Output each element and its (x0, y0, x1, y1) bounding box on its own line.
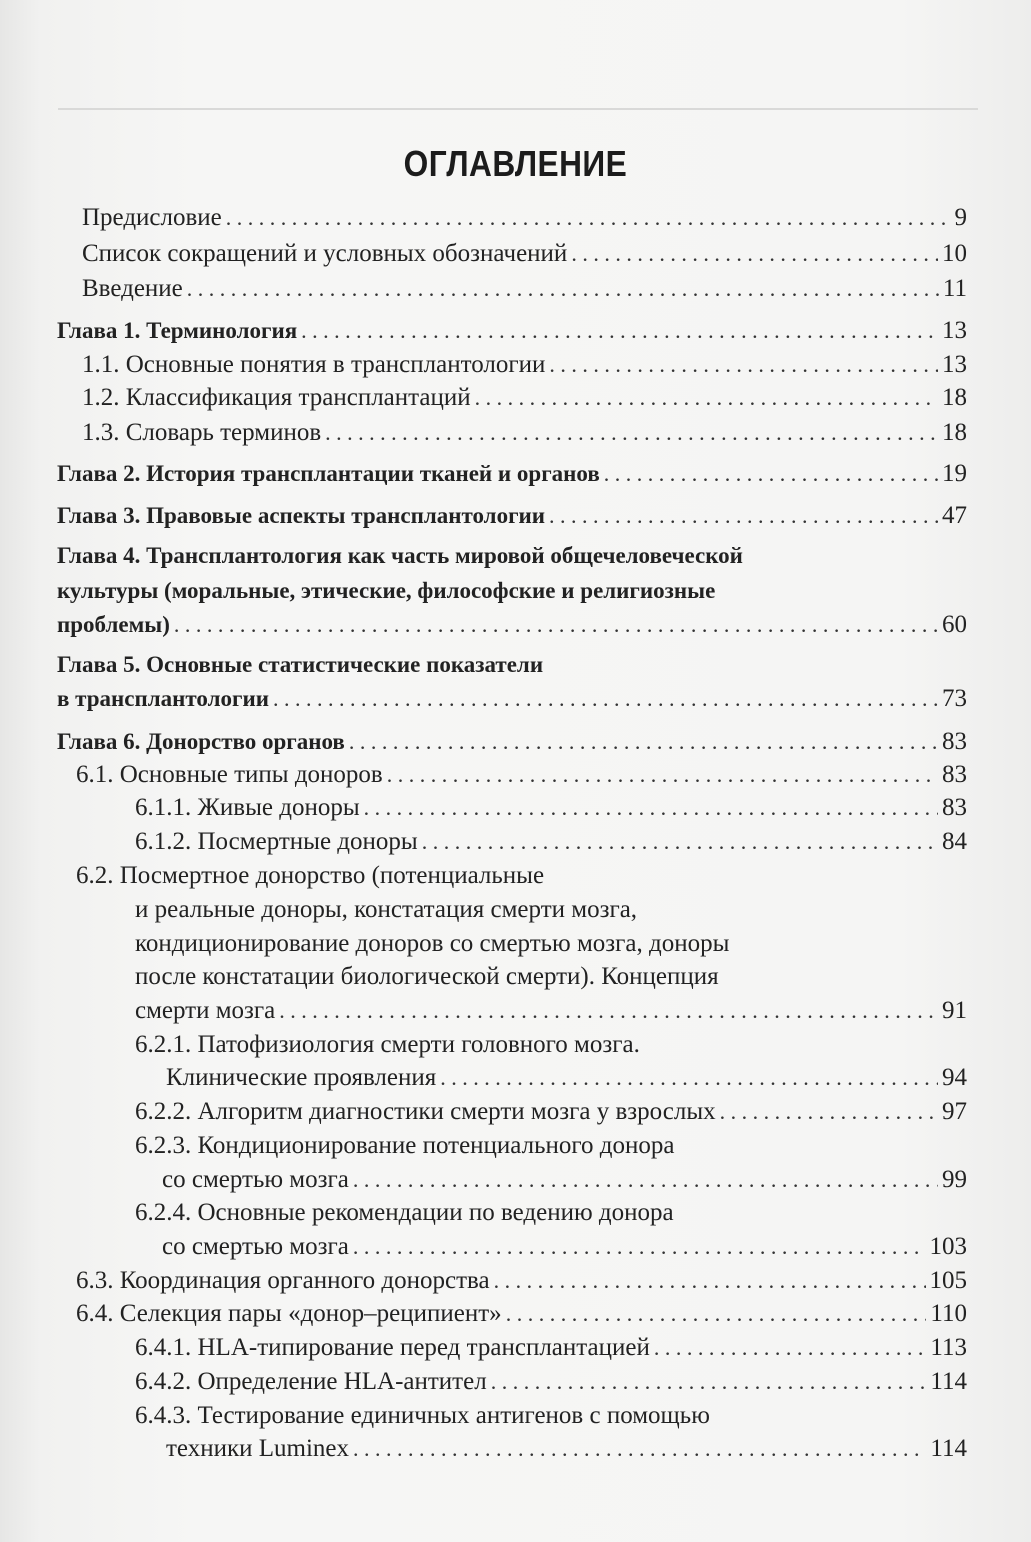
leader-dots (422, 827, 938, 857)
toc-entry-title: техники Luminex (166, 1435, 349, 1462)
toc-entry-line: и реальные доноры, констатация смерти мозга, (135, 896, 638, 923)
toc-entry-title: 6.3. Координация органного донорства (76, 1267, 490, 1294)
toc-entry-page: 94 (942, 1064, 967, 1091)
toc-entry-page: 19 (942, 460, 967, 487)
toc-entry (135, 1367, 967, 1397)
toc-entry-title: Глава 3. Правовые аспекты трансплантологии (57, 503, 546, 528)
leader-dots (440, 1063, 938, 1093)
toc-entry-page: 11 (942, 275, 967, 302)
toc-entry-line: 6.2.1. Патофизиология смерти головного мозга. (135, 1031, 640, 1058)
toc-entry-title: 6.1. Основные типы доноров (76, 761, 383, 788)
toc-entry-title: смерти мозга (135, 997, 276, 1024)
leader-dots (475, 383, 938, 413)
toc-entry-title: Введение (82, 275, 183, 302)
toc-entry (82, 350, 967, 380)
leader-dots (506, 1299, 927, 1329)
toc-entry-line: 6.2.4. Основные рекомендации по ведению донора (135, 1199, 674, 1226)
toc-entry-line: кондиционирование доноров со смертью мозга, доноры (135, 930, 730, 957)
toc-entry-title: 6.4.1. HLA-типирование перед трансплантацией (135, 1334, 650, 1361)
toc-entry-page: 97 (942, 1098, 967, 1125)
toc-entry-title: 6.2.2. Алгоритм диагностики смерти мозга у взрослых (135, 1098, 716, 1125)
leader-dots (279, 996, 938, 1026)
toc-entry-title: со смертью мозга (162, 1233, 349, 1260)
toc-entry (162, 1165, 967, 1195)
leader-dots (349, 727, 938, 757)
leader-dots (571, 239, 938, 269)
toc-entry-title: Клинические проявления (166, 1064, 437, 1091)
toc-chapter-line: Глава 4. Трансплантология как часть мировой общечеловеческой (57, 543, 743, 568)
toc-entry-page: 47 (942, 502, 967, 529)
toc-entry-title: в трансплантологии (57, 686, 269, 711)
toc-entry-page: 99 (942, 1166, 967, 1193)
toc-entry-page: 114 (930, 1368, 967, 1395)
leader-dots (187, 274, 939, 304)
toc-entry-page: 13 (942, 317, 967, 344)
toc-entry (135, 996, 967, 1026)
toc-chapter-line: Глава 5. Основные статистические показатели (57, 652, 544, 677)
toc-entry-page: 83 (942, 794, 967, 821)
leader-dots (353, 1232, 926, 1262)
toc-entry-line: 6.2.3. Кондиционирование потенциального донора (135, 1132, 675, 1159)
leader-dots (325, 418, 938, 448)
toc-entry (135, 1097, 967, 1127)
leader-dots (491, 1367, 927, 1397)
toc-chapter-line: культуры (моральные, этические, философские и религиозные (57, 578, 716, 603)
toc-entry-page: 84 (942, 828, 967, 855)
toc-entry-page: 83 (942, 728, 967, 755)
leader-dots (353, 1165, 938, 1195)
toc-entry (76, 1299, 967, 1329)
leader-dots (604, 459, 938, 489)
toc-entry-title: проблемы) (57, 612, 170, 637)
toc-entry-page: 83 (942, 761, 967, 788)
leader-dots (494, 1266, 926, 1296)
toc-entry-title: Глава 1. Терминология (57, 318, 298, 343)
toc-entry-title: Предисловие (82, 204, 222, 231)
toc-entry-title: со смертью мозга (162, 1166, 349, 1193)
toc-chapter (57, 501, 967, 531)
toc-entry-page: 60 (942, 611, 967, 638)
leader-dots (353, 1434, 926, 1464)
toc-entry-title: 6.1.1. Живые доноры (135, 794, 360, 821)
toc-entry-title: 1.2. Классификация трансплантаций (82, 384, 471, 411)
toc-entry-page: 13 (942, 351, 967, 378)
toc-entry-title: 1.1. Основные понятия в трансплантологии (82, 351, 546, 378)
toc-entry-title: 6.4. Селекция пары «донор–реципиент» (76, 1300, 502, 1327)
page-title: ОГЛАВЛЕНИЕ (403, 143, 628, 184)
toc-entry (135, 793, 967, 823)
toc-entry-line: после констатации биологической смерти). Концепция (135, 963, 719, 990)
toc-entry-page: 110 (930, 1300, 967, 1327)
toc-entry-page: 18 (942, 384, 967, 411)
leader-dots (654, 1333, 927, 1363)
toc-entry (76, 760, 967, 790)
toc-entry (82, 383, 967, 413)
toc-entry (82, 203, 967, 233)
leader-dots (549, 350, 938, 380)
toc-chapter (57, 610, 967, 640)
leader-dots (720, 1097, 938, 1127)
toc-entry-title: 6.4.2. Определение HLA-антител (135, 1368, 487, 1395)
leader-dots (273, 684, 938, 714)
toc-entry (82, 418, 967, 448)
toc-entry-line: 6.2. Посмертное донорство (потенциальные (76, 862, 545, 889)
toc-entry (135, 827, 967, 857)
toc-entry (76, 1266, 967, 1296)
toc-entry-page: 10 (942, 240, 967, 267)
toc-entry-title: Глава 2. История трансплантации тканей и органов (57, 461, 600, 486)
toc-chapter (57, 684, 967, 714)
leader-dots (174, 610, 938, 640)
toc-entry-page: 103 (929, 1233, 967, 1260)
toc-entry-page: 113 (930, 1334, 967, 1361)
leader-dots (387, 760, 938, 790)
toc-entry (135, 1333, 967, 1363)
leader-dots (301, 316, 938, 346)
toc-entry-title: 6.1.2. Посмертные доноры (135, 828, 418, 855)
toc-entry-line: 6.4.3. Тестирование единичных антигенов с помощью (135, 1402, 710, 1429)
toc-entry (82, 274, 967, 304)
toc-chapter (57, 727, 967, 757)
toc-entry (162, 1232, 967, 1262)
toc-entry-title: Глава 6. Донорство органов (57, 729, 345, 754)
toc-entry (82, 239, 967, 269)
leader-dots (226, 203, 951, 233)
toc-entry-page: 9 (954, 204, 967, 231)
toc-entry-page: 91 (942, 997, 967, 1024)
toc-entry (166, 1434, 967, 1464)
toc-chapter (57, 316, 967, 346)
toc-entry-title: Список сокращений и условных обозначений (82, 240, 568, 267)
toc-entry-page: 105 (929, 1267, 967, 1294)
toc-entry-page: 18 (942, 419, 967, 446)
toc-entry-title: 1.3. Словарь терминов (82, 419, 322, 446)
toc-chapter (57, 459, 967, 489)
toc-entry-page: 73 (942, 685, 967, 712)
toc-entry-page: 114 (930, 1435, 967, 1462)
toc-entry (166, 1063, 967, 1093)
leader-dots (549, 501, 938, 531)
leader-dots (364, 793, 938, 823)
